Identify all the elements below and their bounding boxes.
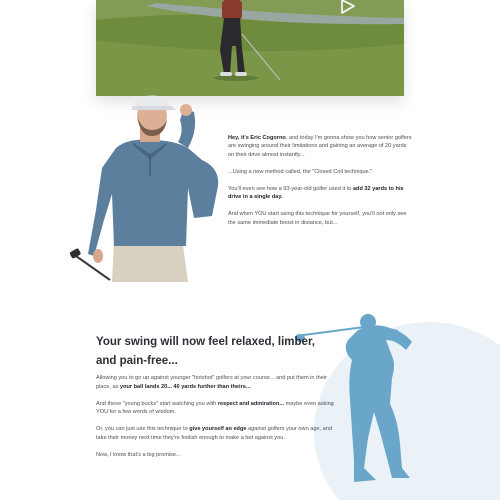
section-bold: your ball lands 20... 40 yards further than theirs... [119, 383, 251, 390]
intro-text: , and today I'm gonna show you how senior golfers are swinging around their limitations and gaining an average of 20 yards on their drive almost instantly... [228, 135, 412, 158]
intro-paragraph [228, 134, 412, 159]
video-thumbnail [96, 0, 404, 96]
intro-bold: add 32 yards to his drive in a single day. [228, 185, 404, 201]
intro-paragraph [228, 185, 412, 202]
section-text: maybe even asking YOU for a few words of wisdom. [96, 400, 334, 416]
section-paragraph [96, 374, 336, 391]
section-text: against golfers your own age, and take their money next time they're foolish enough to make a bet against you. [96, 426, 333, 441]
eric-photo [70, 90, 220, 282]
section-paragraph [96, 400, 336, 417]
intro-copy [228, 134, 412, 236]
section-paragraph: Now, I know that's a big promise... [96, 452, 181, 459]
play-icon[interactable] [338, 0, 356, 16]
section-paragraph [96, 425, 336, 442]
greeting-bold: Hey, it's Eric Cogorno [228, 135, 286, 141]
section-copy [96, 374, 336, 468]
section-text: Or, you can just use this technique to [96, 426, 190, 433]
section-bold: respect and admiration... [217, 400, 285, 407]
section-text: Allowing you to go up against younger "hotshot" golfers at your course... and put them in their place, as [96, 375, 327, 390]
video-player[interactable] [96, 0, 404, 96]
section-bold: give yourself an edge [189, 426, 247, 433]
intro-paragraph: And when YOU start using this technique for yourself, you'll not only see the same immediate boost in distance, but... [228, 211, 407, 226]
intro-text: You'll even see how a 93-year-old golfer used it to [228, 185, 353, 192]
intro-paragraph: ...Using a new method called, the "Closed Coil technique." [228, 168, 373, 175]
section-text: And these "young bucks" start watching you with [96, 400, 218, 407]
section-headline: Your swing will now feel relaxed, limber, and pain-free... [96, 336, 315, 367]
